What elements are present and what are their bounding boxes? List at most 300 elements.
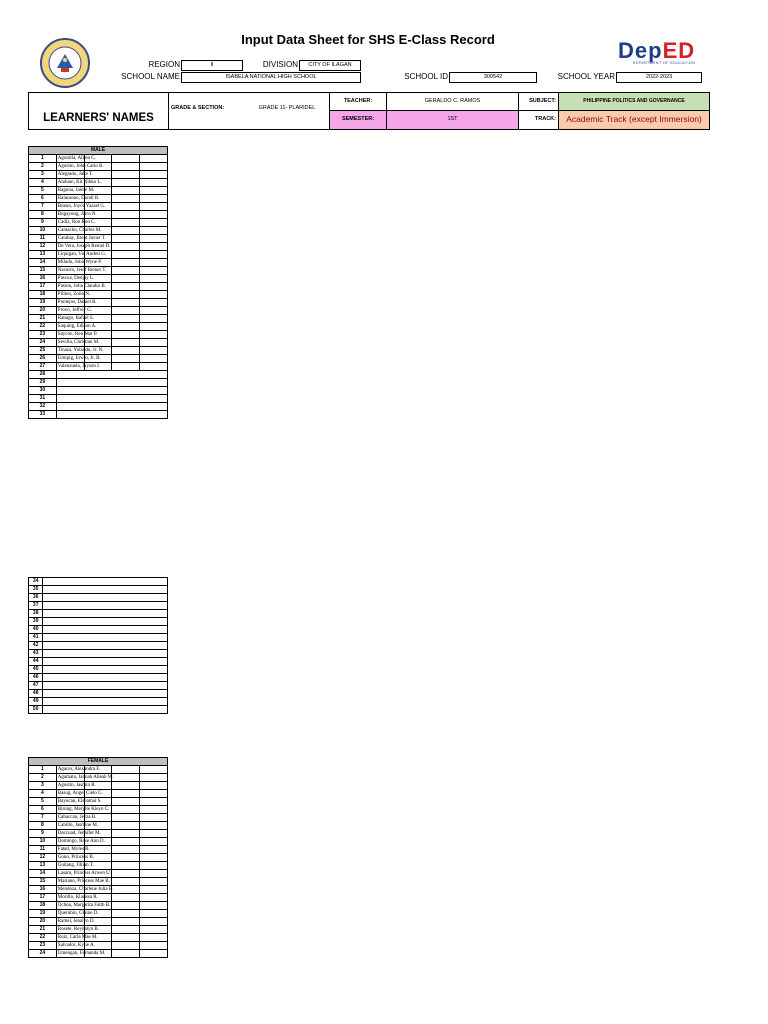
learner-row bbox=[29, 187, 168, 195]
learner-name-cell[interactable] bbox=[43, 642, 168, 650]
row-number: 19 bbox=[29, 299, 57, 307]
row-number: 41 bbox=[29, 634, 43, 642]
row-number: 30 bbox=[29, 387, 57, 395]
female-roster-table bbox=[28, 757, 168, 958]
learner-name-cell[interactable]: Bugayong, Jairo N. bbox=[57, 212, 97, 217]
learner-name-cell[interactable]: Pontejos, Daniel B. bbox=[57, 300, 97, 305]
entry-cell[interactable] bbox=[112, 251, 140, 259]
learner-row bbox=[29, 363, 168, 371]
learner-name-cell[interactable] bbox=[43, 602, 168, 610]
learner-row bbox=[29, 411, 168, 419]
entry-cell[interactable] bbox=[140, 798, 168, 806]
entry-cell[interactable] bbox=[140, 894, 168, 902]
learner-row bbox=[29, 838, 168, 846]
entry-cell[interactable] bbox=[112, 275, 140, 283]
learner-name-cell[interactable] bbox=[43, 626, 168, 634]
section-label: FEMALE bbox=[29, 758, 168, 766]
entry-cell[interactable] bbox=[140, 267, 168, 275]
learner-row bbox=[29, 355, 168, 363]
row-number: 25 bbox=[29, 347, 57, 355]
entry-cell[interactable] bbox=[140, 862, 168, 870]
division-value: CITY OF ILAGAN bbox=[299, 60, 361, 71]
grade-section-label: GRADE & SECTION: bbox=[171, 105, 225, 111]
learners-names-heading: LEARNERS' NAMES bbox=[29, 93, 169, 129]
row-number: 16 bbox=[29, 886, 57, 894]
learner-name-cell[interactable] bbox=[43, 618, 168, 626]
entry-cell[interactable] bbox=[140, 886, 168, 894]
entry-cell[interactable] bbox=[112, 782, 140, 790]
learner-row bbox=[29, 179, 168, 187]
entry-cell[interactable] bbox=[112, 862, 140, 870]
entry-cell[interactable] bbox=[140, 307, 168, 315]
row-number: 42 bbox=[29, 642, 43, 650]
learner-row bbox=[29, 219, 168, 227]
entry-cell[interactable] bbox=[140, 323, 168, 331]
learner-name-cell[interactable] bbox=[56, 395, 167, 403]
learner-row bbox=[29, 211, 168, 219]
row-number: 38 bbox=[29, 610, 43, 618]
learner-name-cell[interactable] bbox=[43, 634, 168, 642]
learner-row bbox=[29, 379, 168, 387]
entry-cell[interactable] bbox=[112, 870, 140, 878]
entry-cell[interactable] bbox=[112, 918, 140, 926]
subject-label: SUBJECT: bbox=[519, 93, 559, 111]
teacher-value: GERALDO C. RAMOS bbox=[387, 93, 519, 111]
row-number: 1 bbox=[29, 766, 57, 774]
learner-row bbox=[29, 698, 168, 706]
learner-row bbox=[29, 395, 168, 403]
row-number: 40 bbox=[29, 626, 43, 634]
entry-cell[interactable] bbox=[112, 323, 140, 331]
learner-name-cell[interactable]: Cabillo, Jasmine M. bbox=[57, 823, 99, 828]
learner-name-cell[interactable] bbox=[43, 706, 168, 714]
row-number: 12 bbox=[29, 854, 57, 862]
learner-row bbox=[29, 618, 168, 626]
entry-cell[interactable] bbox=[112, 179, 140, 187]
entry-cell[interactable] bbox=[112, 171, 140, 179]
row-number: 39 bbox=[29, 618, 43, 626]
entry-cell[interactable] bbox=[140, 163, 168, 171]
learner-row bbox=[29, 782, 168, 790]
row-number: 13 bbox=[29, 251, 57, 259]
entry-cell[interactable] bbox=[112, 307, 140, 315]
learner-row bbox=[29, 766, 168, 774]
row-number: 23 bbox=[29, 942, 57, 950]
entry-cell[interactable] bbox=[112, 347, 140, 355]
learner-name-cell[interactable]: Mendoza, Charlene Julia B. bbox=[57, 887, 114, 892]
entry-cell[interactable] bbox=[140, 355, 168, 363]
entry-cell[interactable] bbox=[140, 790, 168, 798]
row-number: 47 bbox=[29, 682, 43, 690]
entry-cell[interactable] bbox=[112, 942, 140, 950]
learner-name-cell[interactable]: Agamata, Jannah Alleah W. bbox=[57, 775, 114, 780]
learner-name-cell[interactable]: Domingo, Rose Ann D. bbox=[57, 839, 105, 844]
learner-row bbox=[29, 926, 168, 934]
entry-cell[interactable] bbox=[112, 774, 140, 782]
track-value: Academic Track (except Immersion) bbox=[559, 111, 709, 129]
entry-cell[interactable] bbox=[112, 894, 140, 902]
row-number: 14 bbox=[29, 259, 57, 267]
learner-name-cell[interactable]: Cabaccan, Jezza B. bbox=[57, 815, 97, 820]
learner-name-cell[interactable]: Bueno, Joyce Yazael G. bbox=[57, 204, 106, 209]
learner-name-cell[interactable]: Basug, Angel Cielo G. bbox=[57, 791, 103, 796]
track-label: TRACK: bbox=[519, 111, 559, 129]
row-number: 10 bbox=[29, 227, 57, 235]
learner-name-cell[interactable]: Ochoa, Margarita Faith B. bbox=[57, 903, 111, 908]
row-number: 7 bbox=[29, 814, 57, 822]
entry-cell[interactable] bbox=[140, 926, 168, 934]
learner-row bbox=[29, 894, 168, 902]
row-number: 33 bbox=[29, 411, 57, 419]
entry-cell[interactable] bbox=[112, 790, 140, 798]
entry-cell[interactable] bbox=[112, 355, 140, 363]
entry-cell[interactable] bbox=[140, 950, 168, 958]
entry-cell[interactable] bbox=[140, 203, 168, 211]
learner-name-cell[interactable] bbox=[43, 658, 168, 666]
row-number: 15 bbox=[29, 267, 57, 275]
section-header-row bbox=[29, 147, 168, 155]
row-number: 1 bbox=[29, 155, 57, 163]
learner-row bbox=[29, 331, 168, 339]
learner-row bbox=[29, 822, 168, 830]
learner-name-cell[interactable]: Agustin, John Carlo R. bbox=[57, 164, 104, 169]
learner-name-cell[interactable]: Umipig, Erwin, Jr. B. bbox=[57, 356, 101, 361]
row-number: 11 bbox=[29, 235, 57, 243]
entry-cell[interactable] bbox=[140, 195, 168, 203]
learner-row bbox=[29, 259, 168, 267]
learner-row bbox=[29, 347, 168, 355]
learner-row bbox=[29, 275, 168, 283]
learner-name-cell[interactable]: Baguna, Jaime M. bbox=[57, 188, 95, 193]
entry-cell[interactable] bbox=[140, 211, 168, 219]
row-number: 49 bbox=[29, 698, 43, 706]
entry-cell[interactable] bbox=[112, 339, 140, 347]
learner-name-cell[interactable]: Salvador, Kylie A. bbox=[57, 943, 95, 948]
learner-row bbox=[29, 886, 168, 894]
learner-name-cell[interactable]: Balacanao, Dondi R. bbox=[57, 196, 100, 201]
entry-cell[interactable] bbox=[140, 766, 168, 774]
entry-cell[interactable] bbox=[140, 331, 168, 339]
entry-cell[interactable] bbox=[112, 155, 140, 163]
learner-row bbox=[29, 586, 168, 594]
row-number: 27 bbox=[29, 363, 57, 371]
learner-name-cell[interactable]: Birung, Merylle Kleyn C. bbox=[57, 807, 110, 812]
learner-name-cell[interactable]: Catabay, Brent Javier T. bbox=[57, 236, 106, 241]
entry-cell[interactable] bbox=[140, 155, 168, 163]
row-number: 24 bbox=[29, 339, 57, 347]
learner-row bbox=[29, 291, 168, 299]
learner-row bbox=[29, 299, 168, 307]
entry-cell[interactable] bbox=[112, 243, 140, 251]
learner-name-cell[interactable] bbox=[56, 379, 167, 387]
row-number: 20 bbox=[29, 918, 57, 926]
entry-cell[interactable] bbox=[112, 227, 140, 235]
row-number: 4 bbox=[29, 790, 57, 798]
entry-cell[interactable] bbox=[140, 830, 168, 838]
learner-name-cell[interactable] bbox=[43, 594, 168, 602]
row-number: 19 bbox=[29, 910, 57, 918]
learner-name-cell[interactable]: Daccuad, Jennifer M. bbox=[57, 831, 101, 836]
learner-row bbox=[29, 650, 168, 658]
entry-cell[interactable] bbox=[112, 934, 140, 942]
entry-cell[interactable] bbox=[112, 910, 140, 918]
division-label: DIVISION bbox=[262, 60, 298, 69]
entry-cell[interactable] bbox=[112, 211, 140, 219]
learner-name-cell[interactable]: Saquing, Edison A. bbox=[57, 324, 97, 329]
learner-name-cell[interactable]: Cadiz, Ron Ron C. bbox=[57, 220, 96, 225]
entry-cell[interactable] bbox=[140, 227, 168, 235]
learner-row bbox=[29, 854, 168, 862]
entry-cell[interactable] bbox=[140, 934, 168, 942]
learner-name-cell[interactable]: Milado, John Wyne P. bbox=[57, 260, 102, 265]
learner-row bbox=[29, 950, 168, 958]
learner-name-cell[interactable] bbox=[43, 698, 168, 706]
school-id-label: SCHOOL ID bbox=[404, 72, 448, 81]
entry-cell[interactable] bbox=[140, 243, 168, 251]
school-name-label: SCHOOL NAME bbox=[121, 72, 180, 81]
row-number: 36 bbox=[29, 594, 43, 602]
learner-row bbox=[29, 674, 168, 682]
entry-cell[interactable] bbox=[112, 846, 140, 854]
learner-row bbox=[29, 790, 168, 798]
entry-cell[interactable] bbox=[140, 854, 168, 862]
learner-name-cell[interactable] bbox=[56, 371, 167, 379]
learner-name-cell[interactable]: Camacho, Charles M. bbox=[57, 228, 102, 233]
entry-cell[interactable] bbox=[140, 171, 168, 179]
learner-name-cell[interactable]: Anduan, Kit Nikko L. bbox=[57, 180, 102, 185]
entry-cell[interactable] bbox=[112, 886, 140, 894]
entry-cell[interactable] bbox=[140, 870, 168, 878]
learner-name-cell[interactable] bbox=[56, 403, 167, 411]
entry-cell[interactable] bbox=[140, 838, 168, 846]
learner-name-cell[interactable]: Ruiz, Carla Mae M. bbox=[57, 935, 98, 940]
entry-cell[interactable] bbox=[112, 315, 140, 323]
entry-cell[interactable] bbox=[112, 363, 140, 371]
entry-cell[interactable] bbox=[112, 766, 140, 774]
logo-dep-text: Dep bbox=[618, 38, 663, 63]
learner-row bbox=[29, 634, 168, 642]
learner-row bbox=[29, 403, 168, 411]
learner-name-cell[interactable]: Agustin, Jasmin R. bbox=[57, 783, 96, 788]
learner-name-cell[interactable]: Pillien, Zoilo N. bbox=[57, 292, 91, 297]
row-number: 6 bbox=[29, 806, 57, 814]
entry-cell[interactable] bbox=[140, 878, 168, 886]
row-number: 4 bbox=[29, 179, 57, 187]
school-id-value: 300542 bbox=[449, 72, 537, 83]
learner-name-cell[interactable]: Sevilla, Christian M. bbox=[57, 340, 100, 345]
entry-cell[interactable] bbox=[112, 331, 140, 339]
learner-name-cell[interactable]: Pasion, John Claudio B. bbox=[57, 284, 106, 289]
learner-row bbox=[29, 243, 168, 251]
entry-cell[interactable] bbox=[140, 187, 168, 195]
entry-cell[interactable] bbox=[140, 910, 168, 918]
class-info-header bbox=[28, 92, 710, 130]
learner-name-cell[interactable]: Umengan, Fernanda M. bbox=[57, 951, 106, 956]
learner-name-cell[interactable] bbox=[43, 682, 168, 690]
entry-cell[interactable] bbox=[140, 918, 168, 926]
entry-cell[interactable] bbox=[140, 179, 168, 187]
row-number: 37 bbox=[29, 602, 43, 610]
entry-cell[interactable] bbox=[140, 299, 168, 307]
entry-cell[interactable] bbox=[140, 235, 168, 243]
entry-cell[interactable] bbox=[140, 259, 168, 267]
learner-name-cell[interactable]: Provo, Jeffrey G. bbox=[57, 308, 93, 313]
learner-row bbox=[29, 642, 168, 650]
entry-cell[interactable] bbox=[140, 275, 168, 283]
learner-name-cell[interactable] bbox=[43, 578, 168, 586]
learner-name-cell[interactable]: Saycon, Ren Mar P. bbox=[57, 332, 98, 337]
row-number: 2 bbox=[29, 163, 57, 171]
learner-name-cell[interactable]: Querubin, Glaine D. bbox=[57, 911, 99, 916]
entry-cell[interactable] bbox=[140, 822, 168, 830]
learner-name-cell[interactable]: Valenzuela, Jayson I. bbox=[57, 364, 101, 369]
learner-row bbox=[29, 626, 168, 634]
entry-cell[interactable] bbox=[112, 822, 140, 830]
row-number: 15 bbox=[29, 878, 57, 886]
entry-cell[interactable] bbox=[140, 347, 168, 355]
learner-name-cell[interactable] bbox=[56, 387, 167, 395]
learner-row bbox=[29, 323, 168, 331]
learner-name-cell[interactable]: Guitang, Jillian T. bbox=[57, 863, 94, 868]
row-number: 3 bbox=[29, 782, 57, 790]
entry-cell[interactable] bbox=[112, 163, 140, 171]
learner-name-cell[interactable]: Bayucan, Elshamai S. bbox=[57, 799, 102, 804]
learner-row bbox=[29, 251, 168, 259]
entry-cell[interactable] bbox=[112, 267, 140, 275]
learner-name-cell[interactable]: Navarro, Jeoff Reiner T. bbox=[57, 268, 107, 273]
row-number: 13 bbox=[29, 862, 57, 870]
row-number: 26 bbox=[29, 355, 57, 363]
learner-row bbox=[29, 602, 168, 610]
learner-row bbox=[29, 806, 168, 814]
learner-name-cell[interactable]: Gono, Princess B. bbox=[57, 855, 94, 860]
section-label: MALE bbox=[29, 147, 168, 155]
entry-cell[interactable] bbox=[140, 283, 168, 291]
entry-cell[interactable] bbox=[112, 814, 140, 822]
learner-name-cell[interactable] bbox=[43, 586, 168, 594]
entry-cell[interactable] bbox=[140, 814, 168, 822]
entry-cell[interactable] bbox=[140, 339, 168, 347]
learner-row bbox=[29, 862, 168, 870]
learner-name-cell[interactable]: Alegrado, Jake T. bbox=[57, 172, 93, 177]
row-number: 34 bbox=[29, 578, 43, 586]
learner-name-cell[interactable] bbox=[43, 650, 168, 658]
entry-cell[interactable] bbox=[112, 299, 140, 307]
entry-cell[interactable] bbox=[112, 838, 140, 846]
learner-name-cell[interactable] bbox=[56, 411, 167, 419]
row-number: 20 bbox=[29, 307, 57, 315]
entry-cell[interactable] bbox=[112, 195, 140, 203]
learner-name-cell[interactable] bbox=[43, 666, 168, 674]
row-number: 21 bbox=[29, 315, 57, 323]
learner-name-cell[interactable]: Ramel, Jenalyn D. bbox=[57, 919, 95, 924]
entry-cell[interactable] bbox=[140, 806, 168, 814]
deped-seal-icon bbox=[40, 38, 90, 88]
logo-subtext: DEPARTMENT OF EDUCATION bbox=[632, 61, 696, 65]
learner-row bbox=[29, 878, 168, 886]
entry-cell[interactable] bbox=[112, 926, 140, 934]
entry-cell[interactable] bbox=[112, 235, 140, 243]
learner-row bbox=[29, 227, 168, 235]
row-number: 22 bbox=[29, 323, 57, 331]
entry-cell[interactable] bbox=[140, 774, 168, 782]
entry-cell[interactable] bbox=[112, 187, 140, 195]
learner-row bbox=[29, 315, 168, 323]
school-year-label: SCHOOL YEAR bbox=[557, 72, 615, 81]
entry-cell[interactable] bbox=[140, 291, 168, 299]
entry-cell[interactable] bbox=[112, 291, 140, 299]
entry-cell[interactable] bbox=[112, 219, 140, 227]
entry-cell[interactable] bbox=[112, 902, 140, 910]
learner-row bbox=[29, 203, 168, 211]
entry-cell[interactable] bbox=[112, 806, 140, 814]
entry-cell[interactable] bbox=[112, 878, 140, 886]
entry-cell[interactable] bbox=[140, 846, 168, 854]
row-number: 5 bbox=[29, 187, 57, 195]
row-number: 8 bbox=[29, 822, 57, 830]
school-name-value: ISABELA NATIONAL HIGH SCHOOL bbox=[181, 72, 361, 83]
entry-cell[interactable] bbox=[112, 203, 140, 211]
entry-cell[interactable] bbox=[140, 902, 168, 910]
learner-row bbox=[29, 387, 168, 395]
learner-name-cell[interactable]: Rosete, Reynalyn B. bbox=[57, 927, 99, 932]
entry-cell[interactable] bbox=[140, 363, 168, 371]
entry-cell[interactable] bbox=[112, 259, 140, 267]
learner-row bbox=[29, 918, 168, 926]
learner-name-cell[interactable]: Mariano, Princess Mae B. bbox=[57, 879, 110, 884]
male-roster-table bbox=[28, 146, 168, 419]
learner-name-cell[interactable]: Agonilla, Alljen C. bbox=[57, 156, 96, 161]
learner-row bbox=[29, 171, 168, 179]
male-roster-continued-table bbox=[28, 577, 168, 714]
learner-name-cell[interactable]: Liquigan, Vic Andrei G. bbox=[57, 252, 107, 257]
entry-cell[interactable] bbox=[140, 219, 168, 227]
row-number: 21 bbox=[29, 926, 57, 934]
entry-cell[interactable] bbox=[112, 283, 140, 291]
learner-name-cell[interactable]: Tinaza, Yolando, Jr. N. bbox=[57, 348, 104, 353]
learner-name-cell[interactable] bbox=[43, 690, 168, 698]
entry-cell[interactable] bbox=[140, 942, 168, 950]
learner-row bbox=[29, 774, 168, 782]
learner-name-cell[interactable]: Lasam, Princess Arwen U. bbox=[57, 871, 111, 876]
entry-cell[interactable] bbox=[140, 251, 168, 259]
entry-cell[interactable] bbox=[112, 950, 140, 958]
learner-name-cell[interactable]: Rabago, Rafael S. bbox=[57, 316, 94, 321]
learner-name-cell[interactable] bbox=[43, 610, 168, 618]
learner-row bbox=[29, 814, 168, 822]
learner-row bbox=[29, 195, 168, 203]
entry-cell[interactable] bbox=[112, 830, 140, 838]
learner-name-cell[interactable]: Fatad, Myles B. bbox=[57, 847, 90, 852]
learner-name-cell[interactable]: Pascua, Denjay L. bbox=[57, 276, 95, 281]
learner-name-cell[interactable]: Morillo, Klarissa R. bbox=[57, 895, 98, 900]
learner-name-cell[interactable]: De Vera, Joseph Reniel D. bbox=[57, 244, 111, 249]
learner-row bbox=[29, 267, 168, 275]
row-number: 9 bbox=[29, 219, 57, 227]
row-number: 17 bbox=[29, 283, 57, 291]
entry-cell[interactable] bbox=[112, 854, 140, 862]
row-number: 43 bbox=[29, 650, 43, 658]
entry-cell[interactable] bbox=[140, 782, 168, 790]
entry-cell[interactable] bbox=[112, 798, 140, 806]
learner-name-cell[interactable]: Agacer, Alexandra F. bbox=[57, 767, 100, 772]
region-value: II bbox=[181, 60, 243, 71]
row-number: 44 bbox=[29, 658, 43, 666]
learner-row bbox=[29, 235, 168, 243]
learner-row bbox=[29, 610, 168, 618]
learner-name-cell[interactable] bbox=[43, 674, 168, 682]
entry-cell[interactable] bbox=[140, 315, 168, 323]
